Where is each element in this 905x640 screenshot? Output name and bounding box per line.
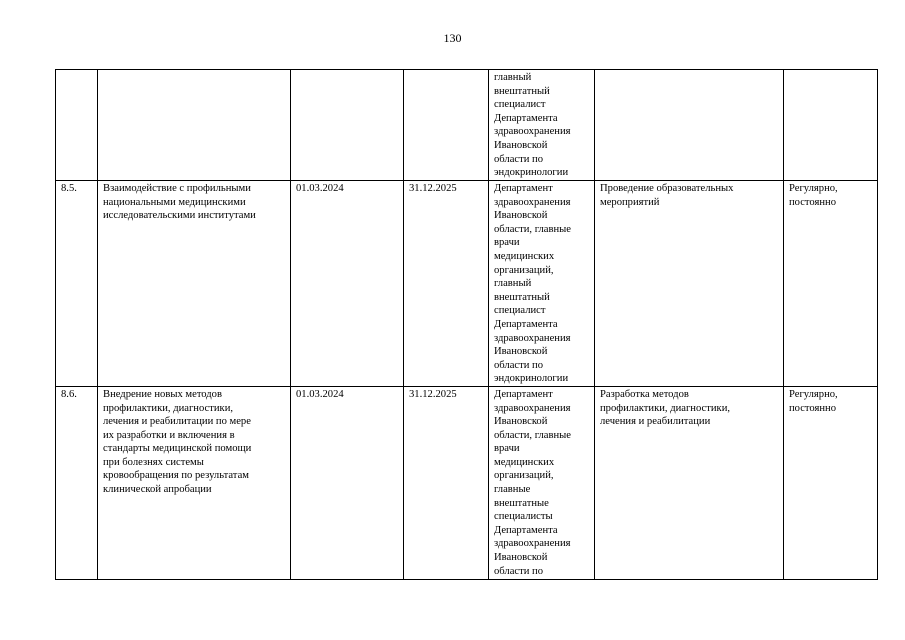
cell-event xyxy=(98,70,291,181)
cell-event: Внедрение новых методов профилактики, диагностики, лечения и реабилитации по мере их разработки и включения в стандарты медицинской помощи при болезнях системы кровообращения по результатам клинической апробации xyxy=(98,386,291,579)
cell-result xyxy=(595,70,784,181)
cell-result: Разработка методов профилактики, диагностики, лечения и реабилитации xyxy=(595,386,784,579)
cell-end-date: 31.12.2025 xyxy=(404,386,489,579)
cell-responsible: главный внештатный специалист Департамента здравоохранения Ивановской области по эндокринологии xyxy=(489,70,595,181)
cell-end-date xyxy=(404,70,489,181)
table-row xyxy=(56,181,878,387)
cell-number xyxy=(56,70,98,181)
activities-table xyxy=(55,69,878,580)
page-number: 130 xyxy=(443,31,462,45)
cell-start-date xyxy=(291,70,404,181)
cell-start-date: 01.03.2024 xyxy=(291,181,404,387)
cell-periodicity: Регулярно, постоянно xyxy=(784,181,878,387)
cell-start-date: 01.03.2024 xyxy=(291,386,404,579)
cell-number: 8.6. xyxy=(56,386,98,579)
cell-end-date: 31.12.2025 xyxy=(404,181,489,387)
table-row xyxy=(56,386,878,579)
cell-periodicity: Регулярно, постоянно xyxy=(784,386,878,579)
table-row xyxy=(56,70,878,181)
cell-result: Проведение образовательных мероприятий xyxy=(595,181,784,387)
cell-responsible: Департамент здравоохранения Ивановской области, главные врачи медицинских организаций, главные внештатные специалисты Департамента здравоохранения Ивановской области по xyxy=(489,386,595,579)
cell-periodicity xyxy=(784,70,878,181)
cell-event: Взаимодействие с профильными национальными медицинскими исследовательскими институтами xyxy=(98,181,291,387)
cell-number: 8.5. xyxy=(56,181,98,387)
cell-responsible: Департамент здравоохранения Ивановской области, главные врачи медицинских организаций, главный внештатный специалист Департамента здравоохранения Ивановской области по эндокринологии xyxy=(489,181,595,387)
